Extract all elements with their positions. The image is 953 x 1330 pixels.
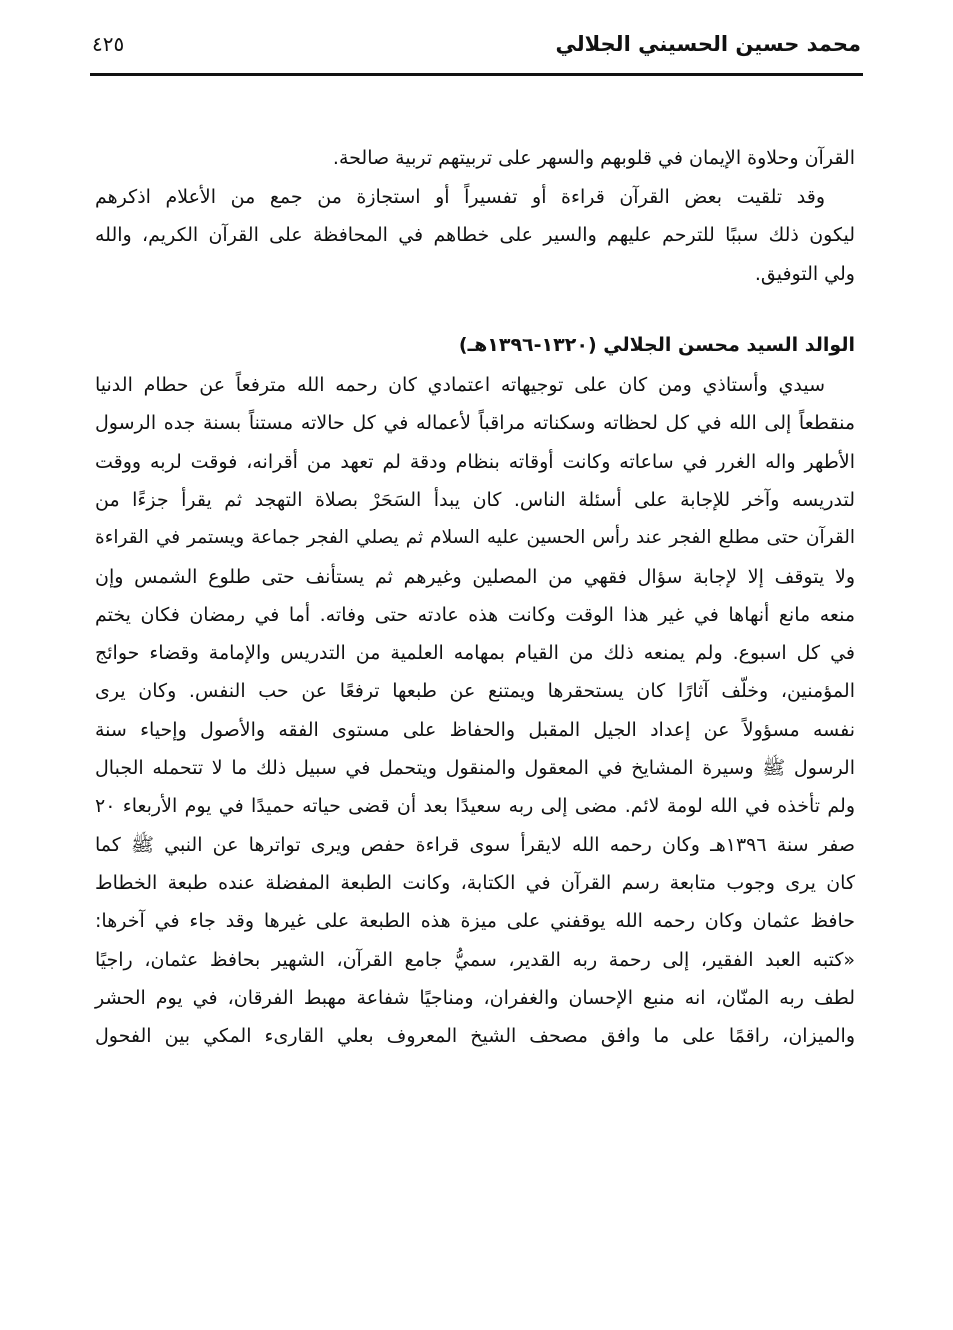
text-line: «كتبه العبد الفقير، إلى رحمة ربه القدير، سميُّ جامع القرآن، الشهير بحافظ عثمان، راجيًا [95,948,855,971]
text-line: وقد تلقيت بعض القرآن قراءة أو تفسيراً أو استجازة من جمع من الأعلام اذكرهم [95,185,825,208]
text-line: ولم تأخذه في الله لومة لائم. مضى إلى ربه سعيدًا بعد أن قضى حياته حميدًا في يوم الأربعاء ٢٠ [95,795,855,818]
text-line: منقطعاً إلى الله في كل لحظاته وسكناته مراقباً لأعماله في كل حالاته مستناً بسنة جده الرسول [95,412,855,435]
text-line: سيدي وأستاذي ومن كان على توجيهاته اعتمادي كان رحمه الله مترفعاً عن حطام الدنيا [95,374,825,396]
running-title: محمد حسين الحسيني الجلالي [555,32,861,56]
text-line: كان يرى وجوب متابعة رسم القرآن في الكتابة، وكانت الطبعة المفضلة عنده طبعة الخطاط [95,871,855,894]
text-line: ليكون ذلك سببًا للترحم عليهم والسير على خطاهم في المحافظة على القرآن الكريم، والله [95,224,855,246]
text-line: نفسه مسؤولاً عن إعداد الجيل المقبل والحفاظ على مستوى الفقه والأصول وإحياء سنة [95,718,855,741]
text-line: صفر سنة ١٣٩٦هـ وكان رحمه الله لايقرأ سوى قراءة حفص ويرى تواترها عن النبي ﷺ كما [95,833,855,856]
section-heading: الوالد السيد محسن الجلالي (١٣٢٠-١٣٩٦هـ) [458,334,855,356]
page-number: ٤٢٥ [92,32,125,56]
text-line: والميزان، راقمًا على ما وافق مصحف الشيخ المعروف بعلي القارىء المكي بين الفحول [95,1025,855,1048]
text-line: المؤمنين، وخلّف آثارًا كان يستحقرها ويمتنع عن طبعها ترفعًا عن حب النفس. وكان يرى [95,680,855,703]
text-line: ولا يتوقف إلا لإجابة سؤال فقهي من المصلين وغيرهم ثم يستأنف حتى طلوع الشمس وإن [95,565,855,588]
text-line: حافظ عثمان وكان رحمه الله يوقفني على ميزة هذه الطبعة على غيرها وقد جاء في آخرها: [95,910,855,933]
text-line: القرآن حتى مطلع الفجر عند رأس الحسين عليه السلام ثم يصلي الفجر جماعة ويستمر في القراءة [95,527,855,549]
text-line: في كل اسبوع. ولم يمنعه ذلك من القيام بمهامه العلمية من التدريس والإمامة وقضاء حوائج [95,642,855,665]
text-line: الرسول ﷺ وسيرة المشايخ في المعقول والمنقول ويتحمل في سبيل ذلك ما لا تتحمله الجبال [95,757,855,779]
text-line: منعه مانع أنهاها في غير هذا الوقت وكانت هذه عادته حتى وفاته. أما في رمضان فكان يختم [95,603,855,626]
header-rule [90,73,863,76]
text-line: لتدريسه وآخر للإجابة على أسئلة الناس. كان يبدأ السَحَرْ بصلاة التهجد ثم يقرأ جزءًا من [95,488,855,511]
text-line: لطف ربه المنّان، انه منبع الإحسان والغفران، ومناجيًا شفاعة مهبط الفرقان، في يوم الحشر [95,986,855,1009]
text-line: ولي التوفيق. [754,262,855,285]
text-line: الأطهر واله الغرر في ساعاته وكانت أوقاته بنظام ودقة لم تعهد من أقرانه، فوقت لربه ووقت [95,450,855,473]
page-header [92,28,861,68]
text-line: القرآن وحلاوة الإيمان في قلوبهم والسهر على تربيتهم تربية صالحة. [332,147,855,169]
